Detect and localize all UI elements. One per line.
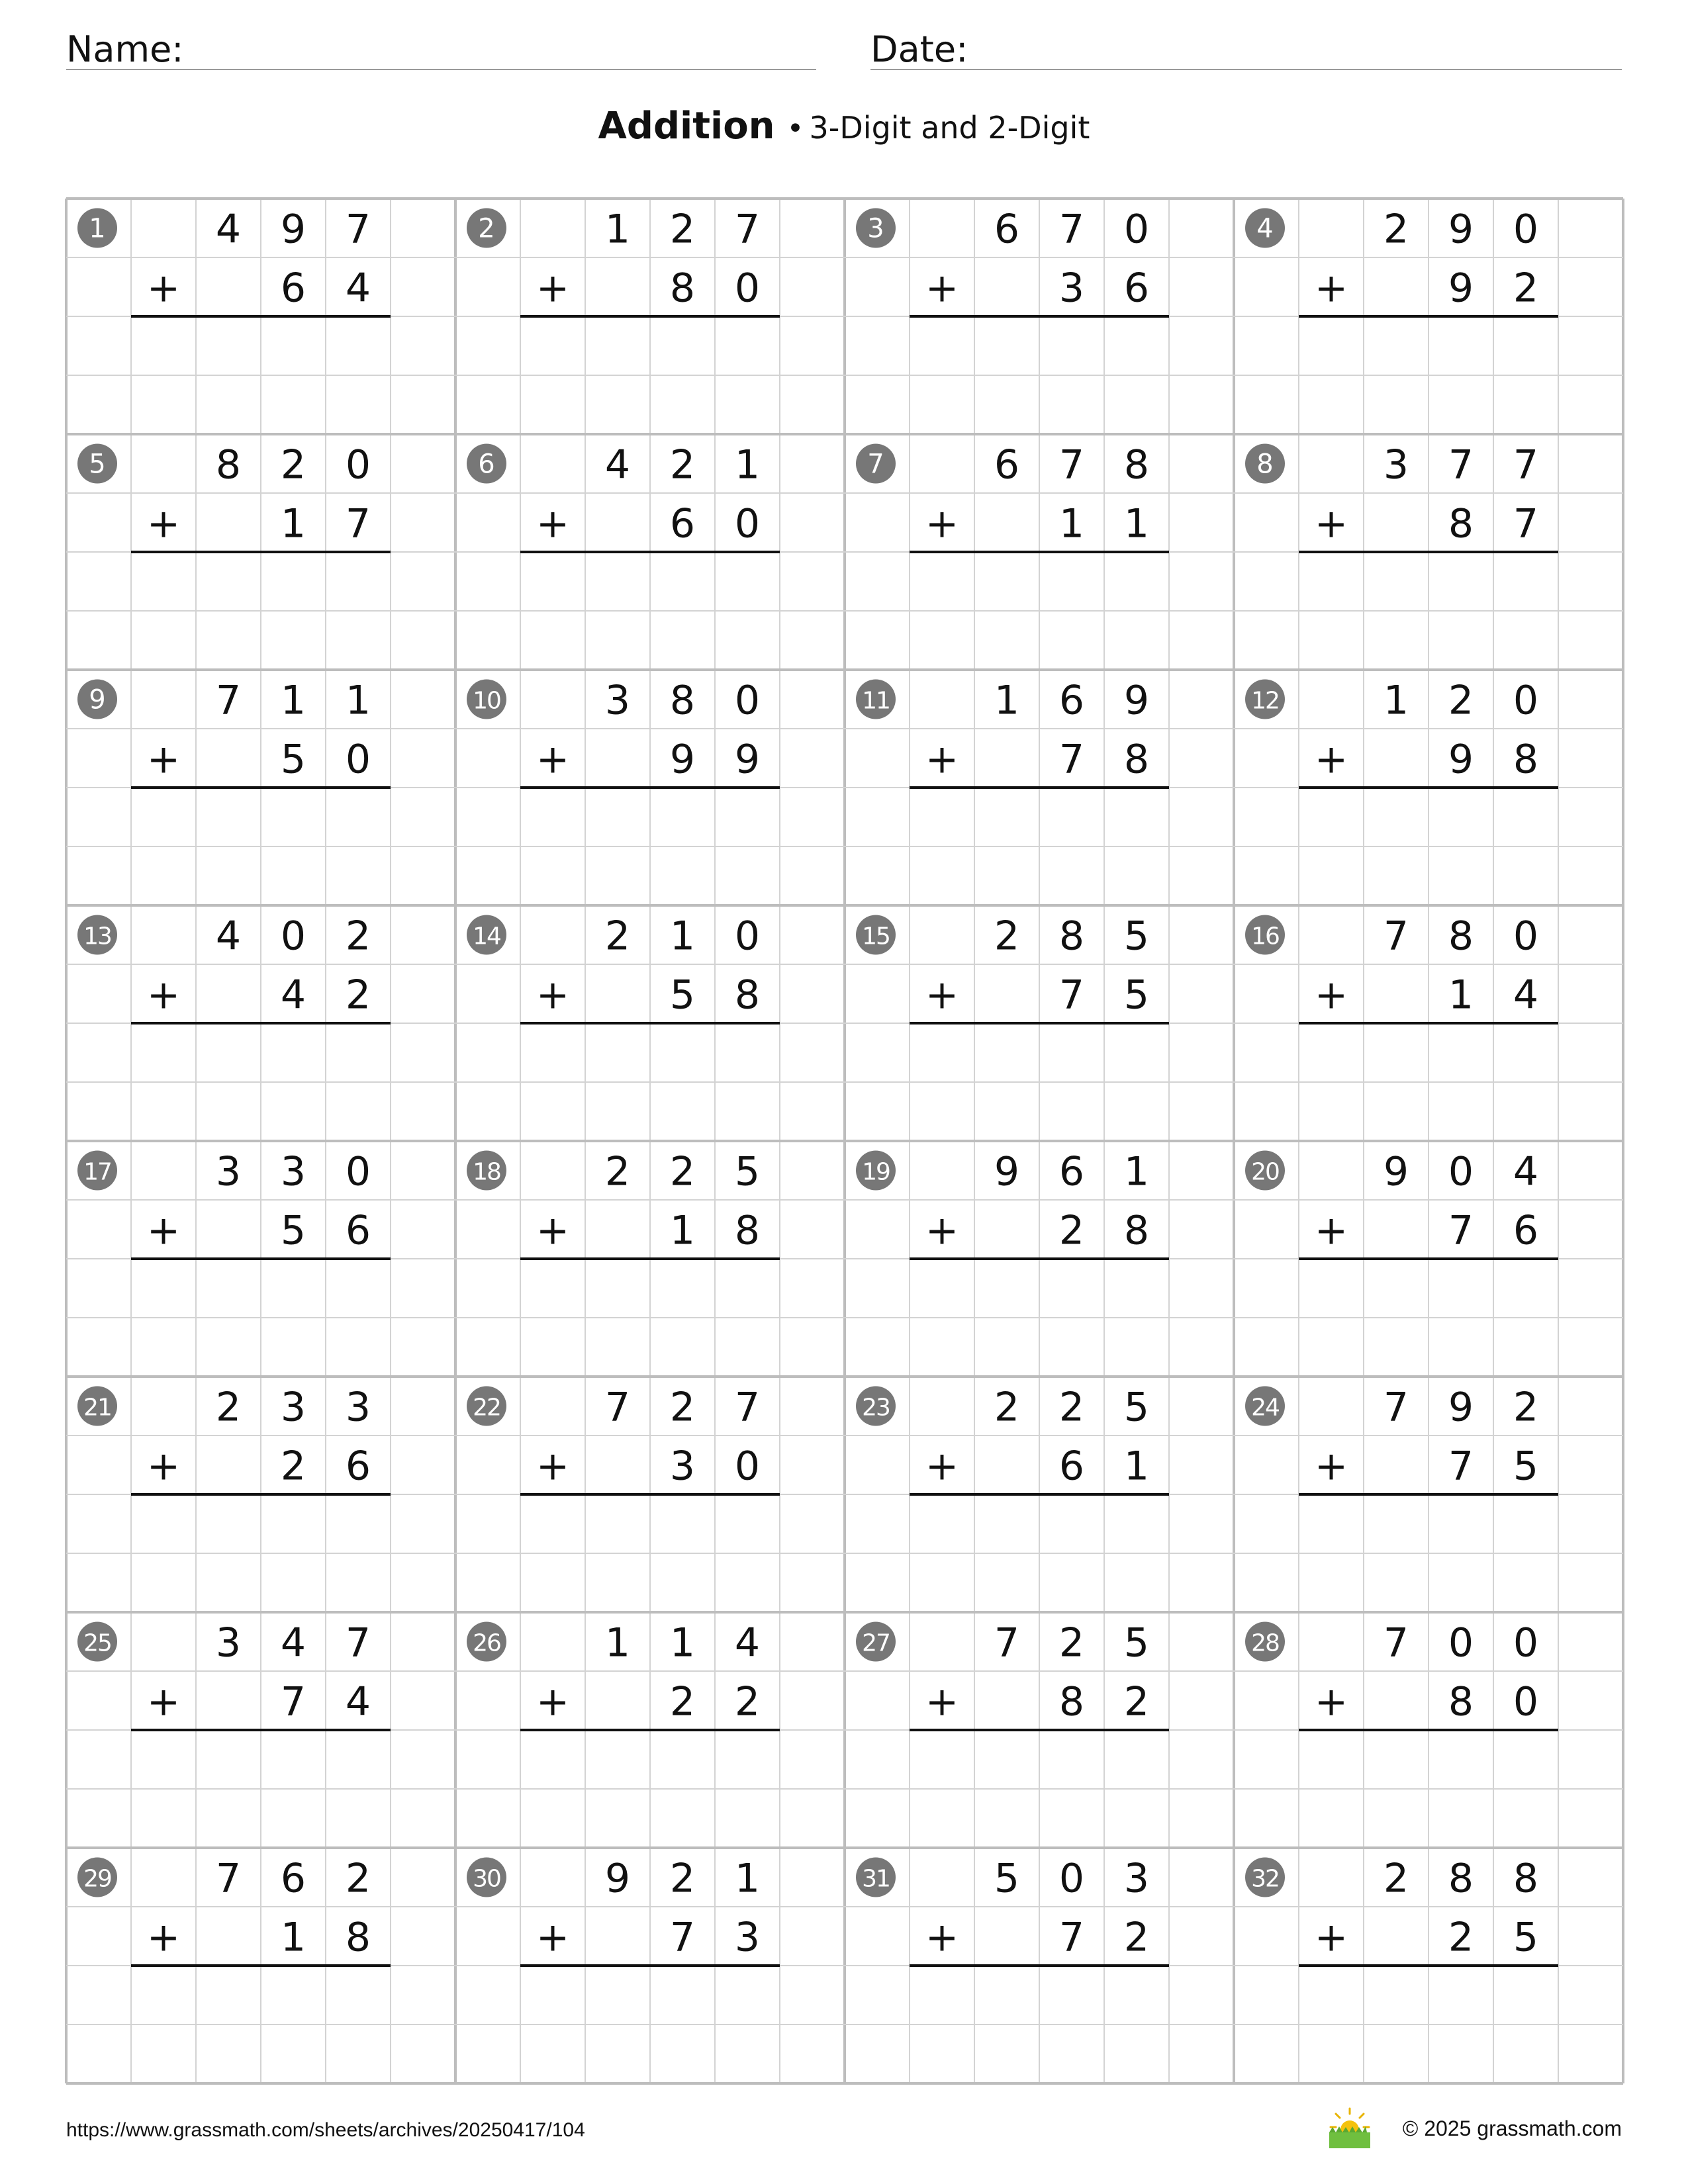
problem-number: 11 xyxy=(862,687,890,715)
problem-number: 24 xyxy=(1251,1394,1279,1422)
addend-digit: 9 xyxy=(1448,736,1474,783)
addend-digit: 8 xyxy=(734,1207,761,1254)
problem-number: 12 xyxy=(1251,687,1279,715)
problem-number: 25 xyxy=(83,1629,111,1657)
addend-digit: 6 xyxy=(280,265,306,312)
addend-digit: 1 xyxy=(669,1619,696,1666)
plus-sign: + xyxy=(146,736,181,783)
addend-digit: 9 xyxy=(994,1148,1020,1195)
addend-digit: 6 xyxy=(669,500,696,547)
addend-digit: 8 xyxy=(1123,736,1150,783)
addend-digit: 5 xyxy=(280,736,306,783)
addend-digit: 1 xyxy=(734,441,761,488)
plus-sign: + xyxy=(536,265,570,312)
plus-sign: + xyxy=(925,736,959,783)
addend-digit: 9 xyxy=(1448,265,1474,312)
addend-digit: 3 xyxy=(1383,441,1409,488)
problem-number: 10 xyxy=(473,687,500,715)
addend-digit: 7 xyxy=(1383,913,1409,960)
plus-sign: + xyxy=(925,972,959,1019)
problem-number: 17 xyxy=(83,1158,111,1186)
problem-number: 6 xyxy=(478,449,495,480)
addend-digit: 2 xyxy=(280,1443,306,1490)
addend-digit: 3 xyxy=(604,677,631,724)
addend-digit: 1 xyxy=(1123,1148,1150,1195)
addend-digit: 2 xyxy=(669,1384,696,1431)
plus-sign: + xyxy=(925,1443,959,1490)
addend-digit: 8 xyxy=(1058,913,1085,960)
addend-digit: 7 xyxy=(734,206,761,253)
addend-digit: 9 xyxy=(280,206,306,253)
addend-digit: 6 xyxy=(1058,1443,1085,1490)
addend-digit: 4 xyxy=(1513,1148,1539,1195)
title-subtitle: 3-Digit and 2-Digit xyxy=(809,110,1090,146)
addend-digit: 9 xyxy=(734,736,761,783)
plus-sign: + xyxy=(536,736,570,783)
addend-digit: 8 xyxy=(1448,1678,1474,1725)
addend-digit: 0 xyxy=(345,441,371,488)
addend-digit: 4 xyxy=(734,1619,761,1666)
addend-digit: 9 xyxy=(669,736,696,783)
addend-digit: 1 xyxy=(994,677,1020,724)
addend-digit: 6 xyxy=(1513,1207,1539,1254)
addend-digit: 3 xyxy=(734,1914,761,1961)
plus-sign: + xyxy=(925,1207,959,1254)
addend-digit: 8 xyxy=(1513,736,1539,783)
plus-sign: + xyxy=(536,972,570,1019)
addend-digit: 1 xyxy=(280,500,306,547)
addend-digit: 8 xyxy=(1123,1207,1150,1254)
plus-sign: + xyxy=(1314,1678,1348,1725)
addend-digit: 4 xyxy=(1513,972,1539,1019)
addend-digit: 5 xyxy=(734,1148,761,1195)
plus-sign: + xyxy=(536,1914,570,1961)
addend-digit: 2 xyxy=(994,913,1020,960)
addend-digit: 7 xyxy=(1058,1914,1085,1961)
addend-digit: 7 xyxy=(1058,736,1085,783)
problem-number: 22 xyxy=(473,1394,500,1422)
addend-digit: 5 xyxy=(1513,1914,1539,1961)
date-label: Date: xyxy=(870,28,968,70)
addend-digit: 8 xyxy=(669,265,696,312)
addend-digit: 2 xyxy=(669,206,696,253)
addend-digit: 7 xyxy=(734,1384,761,1431)
addend-digit: 0 xyxy=(280,913,306,960)
addend-digit: 2 xyxy=(1123,1678,1150,1725)
plus-sign: + xyxy=(146,1678,181,1725)
addend-digit: 1 xyxy=(345,677,371,724)
addend-digit: 1 xyxy=(1058,500,1085,547)
problem-number: 8 xyxy=(1256,449,1274,480)
addend-digit: 3 xyxy=(1058,265,1085,312)
addend-digit: 2 xyxy=(1448,677,1474,724)
plus-sign: + xyxy=(1314,1914,1348,1961)
plus-sign: + xyxy=(146,265,181,312)
addend-digit: 0 xyxy=(734,677,761,724)
addend-digit: 3 xyxy=(215,1148,242,1195)
addend-digit: 5 xyxy=(994,1855,1020,1902)
plus-sign: + xyxy=(1314,500,1348,547)
plus-sign: + xyxy=(1314,1207,1348,1254)
addend-digit: 6 xyxy=(345,1207,371,1254)
addend-digit: 2 xyxy=(1448,1914,1474,1961)
addend-digit: 5 xyxy=(1123,1384,1150,1431)
addend-digit: 7 xyxy=(1058,441,1085,488)
addend-digit: 0 xyxy=(1058,1855,1085,1902)
problem-number: 21 xyxy=(83,1394,111,1422)
addend-digit: 1 xyxy=(280,677,306,724)
addend-digit: 2 xyxy=(1058,1384,1085,1431)
addend-digit: 1 xyxy=(669,913,696,960)
addend-digit: 7 xyxy=(345,500,371,547)
addend-digit: 0 xyxy=(345,1148,371,1195)
addend-digit: 7 xyxy=(604,1384,631,1431)
title-separator: • xyxy=(786,112,804,146)
plus-sign: + xyxy=(925,265,959,312)
addend-digit: 2 xyxy=(345,1855,371,1902)
addend-digit: 3 xyxy=(280,1148,306,1195)
addend-digit: 3 xyxy=(280,1384,306,1431)
addend-digit: 6 xyxy=(1058,1148,1085,1195)
addend-digit: 0 xyxy=(734,265,761,312)
addend-digit: 2 xyxy=(215,1384,242,1431)
plus-sign: + xyxy=(146,500,181,547)
problem-number: 20 xyxy=(1251,1158,1279,1186)
plus-sign: + xyxy=(1314,1443,1348,1490)
problem-number: 1 xyxy=(89,213,106,244)
addend-digit: 0 xyxy=(734,913,761,960)
title-main: Addition xyxy=(598,105,775,148)
plus-sign: + xyxy=(146,1443,181,1490)
addend-digit: 7 xyxy=(1383,1384,1409,1431)
addend-digit: 4 xyxy=(215,913,242,960)
problem-number: 23 xyxy=(862,1394,890,1422)
addend-digit: 6 xyxy=(994,441,1020,488)
addend-digit: 3 xyxy=(1123,1855,1150,1902)
plus-sign: + xyxy=(146,1207,181,1254)
plus-sign: + xyxy=(1314,265,1348,312)
problem-number: 32 xyxy=(1251,1865,1279,1893)
addend-digit: 0 xyxy=(1513,913,1539,960)
addend-digit: 7 xyxy=(1513,500,1539,547)
problem-number: 18 xyxy=(473,1158,500,1186)
addend-digit: 9 xyxy=(1448,206,1474,253)
problem-number: 15 xyxy=(862,923,890,950)
addend-digit: 1 xyxy=(604,1619,631,1666)
addend-digit: 1 xyxy=(734,1855,761,1902)
addend-digit: 2 xyxy=(1058,1207,1085,1254)
addend-digit: 6 xyxy=(345,1443,371,1490)
problem-number: 4 xyxy=(1256,213,1274,244)
addend-digit: 5 xyxy=(1123,972,1150,1019)
problem-number: 7 xyxy=(867,449,884,480)
addend-digit: 0 xyxy=(1513,677,1539,724)
grass-sun-logo-icon xyxy=(1327,2105,1373,2151)
addend-digit: 2 xyxy=(669,441,696,488)
addend-digit: 0 xyxy=(734,500,761,547)
addend-digit: 7 xyxy=(1058,206,1085,253)
addend-digit: 7 xyxy=(1383,1619,1409,1666)
addend-digit: 1 xyxy=(1123,500,1150,547)
addend-digit: 2 xyxy=(345,913,371,960)
addend-digit: 1 xyxy=(1383,677,1409,724)
addend-digit: 2 xyxy=(669,1148,696,1195)
addend-digit: 2 xyxy=(604,1148,631,1195)
addend-digit: 8 xyxy=(1058,1678,1085,1725)
addend-digit: 0 xyxy=(1123,206,1150,253)
plus-sign: + xyxy=(146,1914,181,1961)
addend-digit: 9 xyxy=(1383,1148,1409,1195)
addend-digit: 8 xyxy=(1448,1855,1474,1902)
addend-digit: 9 xyxy=(1448,1384,1474,1431)
plus-sign: + xyxy=(1314,736,1348,783)
addend-digit: 8 xyxy=(345,1914,371,1961)
addend-digit: 2 xyxy=(734,1678,761,1725)
addend-digit: 0 xyxy=(1513,1678,1539,1725)
addend-digit: 2 xyxy=(1513,265,1539,312)
name-label: Name: xyxy=(66,28,184,70)
addend-digit: 2 xyxy=(669,1855,696,1902)
problem-number: 3 xyxy=(867,213,884,244)
addend-digit: 2 xyxy=(1383,1855,1409,1902)
addend-digit: 7 xyxy=(1448,441,1474,488)
problem-number: 14 xyxy=(473,923,500,950)
problem-number: 28 xyxy=(1251,1629,1279,1657)
addend-digit: 0 xyxy=(1448,1148,1474,1195)
addend-digit: 5 xyxy=(280,1207,306,1254)
addend-digit: 1 xyxy=(669,1207,696,1254)
addend-digit: 8 xyxy=(1513,1855,1539,1902)
addend-digit: 7 xyxy=(345,1619,371,1666)
problem-number: 29 xyxy=(83,1865,111,1893)
addend-digit: 8 xyxy=(215,441,242,488)
addend-digit: 2 xyxy=(1123,1914,1150,1961)
addend-digit: 6 xyxy=(994,206,1020,253)
addend-digit: 2 xyxy=(345,972,371,1019)
addend-digit: 7 xyxy=(1058,972,1085,1019)
problem-number: 16 xyxy=(1251,923,1279,950)
addend-digit: 6 xyxy=(1058,677,1085,724)
addend-digit: 7 xyxy=(215,1855,242,1902)
addend-digit: 9 xyxy=(604,1855,631,1902)
addend-digit: 0 xyxy=(1513,206,1539,253)
addend-digit: 8 xyxy=(1448,500,1474,547)
addend-digit: 6 xyxy=(1123,265,1150,312)
plus-sign: + xyxy=(536,1678,570,1725)
plus-sign: + xyxy=(536,1207,570,1254)
addend-digit: 1 xyxy=(604,206,631,253)
problem-number: 2 xyxy=(478,213,495,244)
problem-number: 19 xyxy=(862,1158,890,1186)
addend-digit: 0 xyxy=(1448,1619,1474,1666)
addend-digit: 8 xyxy=(1123,441,1150,488)
plus-sign: + xyxy=(536,1443,570,1490)
plus-sign: + xyxy=(925,1678,959,1725)
problem-number: 27 xyxy=(862,1629,890,1657)
addend-digit: 1 xyxy=(280,1914,306,1961)
addend-digit: 7 xyxy=(994,1619,1020,1666)
addend-digit: 8 xyxy=(669,677,696,724)
problem-number: 5 xyxy=(89,449,106,480)
problem-number: 9 xyxy=(89,684,106,715)
plus-sign: + xyxy=(925,500,959,547)
addend-digit: 0 xyxy=(345,736,371,783)
addend-digit: 0 xyxy=(734,1443,761,1490)
addend-digit: 2 xyxy=(994,1384,1020,1431)
addend-digit: 4 xyxy=(345,1678,371,1725)
problem-number: 31 xyxy=(862,1865,890,1893)
addend-digit: 0 xyxy=(1513,1619,1539,1666)
addend-digit: 2 xyxy=(669,1678,696,1725)
addend-digit: 4 xyxy=(280,1619,306,1666)
addend-digit: 5 xyxy=(669,972,696,1019)
addend-digit: 1 xyxy=(1123,1443,1150,1490)
addend-digit: 4 xyxy=(604,441,631,488)
addend-digit: 7 xyxy=(669,1914,696,1961)
addend-digit: 7 xyxy=(215,677,242,724)
addend-digit: 2 xyxy=(1513,1384,1539,1431)
plus-sign: + xyxy=(925,1914,959,1961)
problem-number: 30 xyxy=(473,1865,500,1893)
addend-digit: 2 xyxy=(1383,206,1409,253)
addend-digit: 5 xyxy=(1123,913,1150,960)
addend-digit: 4 xyxy=(345,265,371,312)
addend-digit: 3 xyxy=(215,1619,242,1666)
addend-digit: 2 xyxy=(604,913,631,960)
addend-digit: 6 xyxy=(280,1855,306,1902)
footer-url: https://www.grassmath.com/sheets/archives/20250417/104 xyxy=(66,2119,585,2141)
addend-digit: 9 xyxy=(1123,677,1150,724)
addend-digit: 7 xyxy=(1448,1443,1474,1490)
plus-sign: + xyxy=(146,972,181,1019)
footer-copyright: © 2025 grassmath.com xyxy=(1402,2116,1622,2140)
addend-digit: 8 xyxy=(734,972,761,1019)
addend-digit: 4 xyxy=(215,206,242,253)
addend-digit: 7 xyxy=(345,206,371,253)
addend-digit: 2 xyxy=(280,441,306,488)
addend-digit: 7 xyxy=(280,1678,306,1725)
addend-digit: 2 xyxy=(1058,1619,1085,1666)
problem-number: 26 xyxy=(473,1629,500,1657)
addend-digit: 8 xyxy=(1448,913,1474,960)
addend-digit: 5 xyxy=(1123,1619,1150,1666)
addend-digit: 4 xyxy=(280,972,306,1019)
addend-digit: 7 xyxy=(1513,441,1539,488)
addend-digit: 7 xyxy=(1448,1207,1474,1254)
addend-digit: 3 xyxy=(669,1443,696,1490)
addend-digit: 1 xyxy=(1448,972,1474,1019)
plus-sign: + xyxy=(536,500,570,547)
problem-number: 13 xyxy=(83,923,111,950)
addend-digit: 3 xyxy=(345,1384,371,1431)
addend-digit: 5 xyxy=(1513,1443,1539,1490)
plus-sign: + xyxy=(1314,972,1348,1019)
